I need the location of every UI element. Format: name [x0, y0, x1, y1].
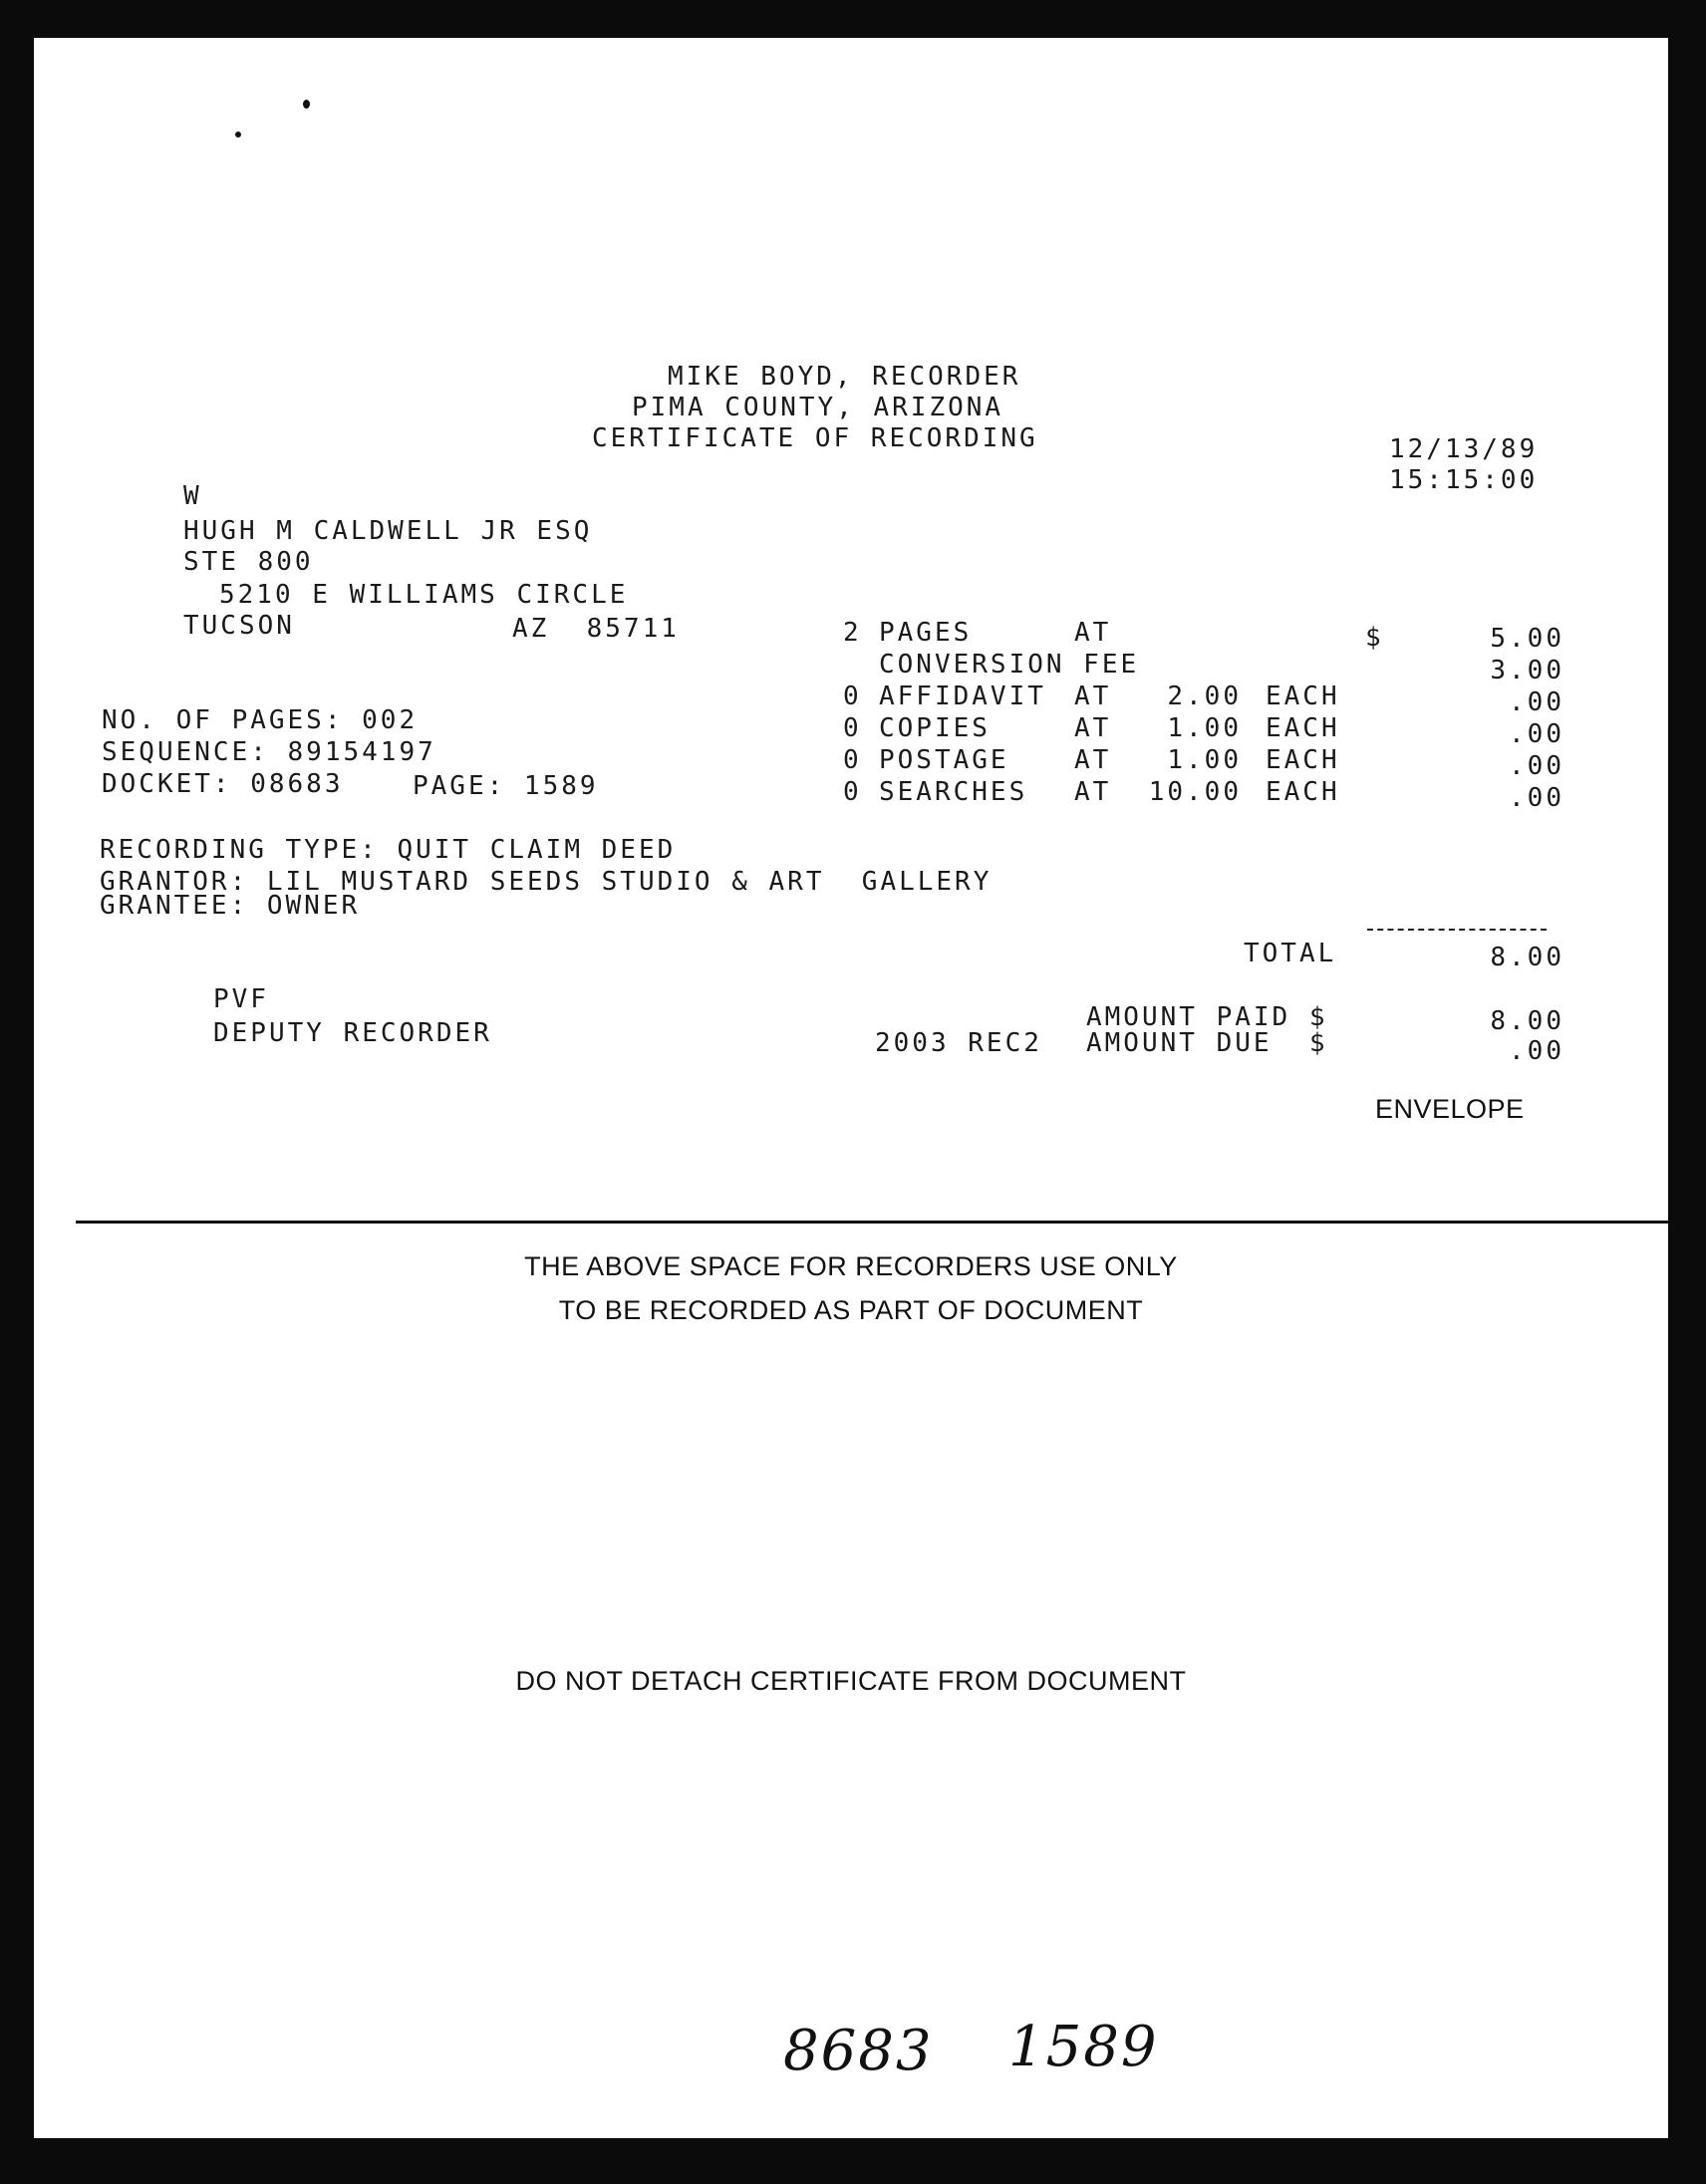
county-name: PIMA COUNTY, ARIZONA: [632, 393, 1004, 422]
addressee-code: W: [183, 481, 202, 511]
fee-rate: 10.00: [1148, 777, 1242, 807]
amount-paid-label: AMOUNT PAID $: [1086, 1002, 1328, 1032]
fee-rate: 1.00: [1167, 745, 1242, 775]
grantor: GRANTOR: LIL MUSTARD SEEDS STUDIO & ART GALLERY: [100, 867, 993, 897]
fee-amount: .00: [1509, 783, 1564, 813]
fee-item: POSTAGE: [879, 745, 1009, 775]
handwritten-docket: 8683: [783, 2019, 934, 2083]
fee-at: AT: [1074, 745, 1112, 775]
deputy-initials: PVF: [213, 984, 269, 1014]
fee-amount: 5.00: [1490, 624, 1564, 654]
speck: [303, 100, 310, 109]
fee-qty: 0: [843, 777, 862, 807]
addressee-name: HUGH M CALDWELL JR ESQ: [183, 516, 593, 546]
do-not-detach-notice: DO NOT DETACH CERTIFICATE FROM DOCUMENT: [515, 1666, 1187, 1696]
fee-qty: 2: [843, 618, 862, 648]
recording-type: RECORDING TYPE: QUIT CLAIM DEED: [100, 835, 677, 865]
handwritten-page: 1589: [1008, 2015, 1159, 2079]
recorder-space-divider: [76, 1221, 1668, 1224]
register-code: 2003 REC2: [875, 1028, 1042, 1058]
fee-rate: 2.00: [1167, 682, 1242, 711]
sequence-number: SEQUENCE: 89154197: [102, 737, 436, 767]
fee-each: EACH: [1266, 682, 1340, 711]
recorder-name: MIKE BOYD, RECORDER: [668, 362, 1021, 392]
fee-item: AFFIDAVIT: [879, 682, 1046, 711]
amount-due-label: AMOUNT DUE $: [1086, 1028, 1328, 1058]
speck: [235, 132, 241, 137]
fee-amount: .00: [1509, 751, 1564, 781]
fee-at: AT: [1074, 713, 1112, 743]
fee-item: CONVERSION FEE: [879, 650, 1140, 680]
certificate-title: CERTIFICATE OF RECORDING: [592, 423, 1038, 453]
number-of-pages: NO. OF PAGES: 002: [102, 705, 419, 735]
addressee-state-zip: AZ 85711: [512, 614, 680, 644]
total-amount: 8.00: [1490, 943, 1564, 972]
recorder-use-notice: THE ABOVE SPACE FOR RECORDERS USE ONLY: [524, 1251, 1178, 1281]
record-part-notice: TO BE RECORDED AS PART OF DOCUMENT: [558, 1295, 1144, 1325]
addressee-city: TUCSON: [183, 611, 295, 641]
page-number: PAGE: 1589: [413, 771, 599, 801]
total-label: TOTAL: [1244, 939, 1337, 968]
total-divider: [1367, 929, 1547, 931]
fee-at: AT: [1074, 682, 1112, 711]
fee-dollar-sign: $: [1365, 623, 1384, 653]
amount-paid: 8.00: [1490, 1006, 1564, 1036]
grantee: GRANTEE: OWNER: [100, 891, 361, 921]
fee-rate: 1.00: [1167, 713, 1242, 743]
addressee-suite: STE 800: [183, 547, 314, 577]
fee-qty: 0: [843, 745, 862, 775]
fee-each: EACH: [1266, 713, 1340, 743]
fee-amount: .00: [1509, 687, 1564, 717]
fee-item: COPIES: [879, 713, 991, 743]
fee-item: PAGES: [879, 618, 973, 648]
amount-due: .00: [1509, 1036, 1564, 1066]
certificate-page: [34, 38, 1668, 2138]
fee-at: AT: [1074, 777, 1112, 807]
fee-amount: 3.00: [1490, 656, 1564, 685]
fee-each: EACH: [1266, 745, 1340, 775]
fee-qty: 0: [843, 713, 862, 743]
fee-each: EACH: [1266, 777, 1340, 807]
recording-time: 15:15:00: [1389, 465, 1539, 495]
envelope-label: ENVELOPE: [1375, 1094, 1525, 1124]
fee-at: AT: [1074, 618, 1112, 648]
deputy-title: DEPUTY RECORDER: [213, 1018, 492, 1048]
docket-number: DOCKET: 08683: [102, 769, 344, 799]
addressee-street: 5210 E WILLIAMS CIRCLE: [219, 580, 629, 610]
fee-qty: 0: [843, 682, 862, 711]
fee-item: SEARCHES: [879, 777, 1028, 807]
fee-amount: .00: [1509, 719, 1564, 749]
recording-date: 12/13/89: [1389, 434, 1539, 464]
